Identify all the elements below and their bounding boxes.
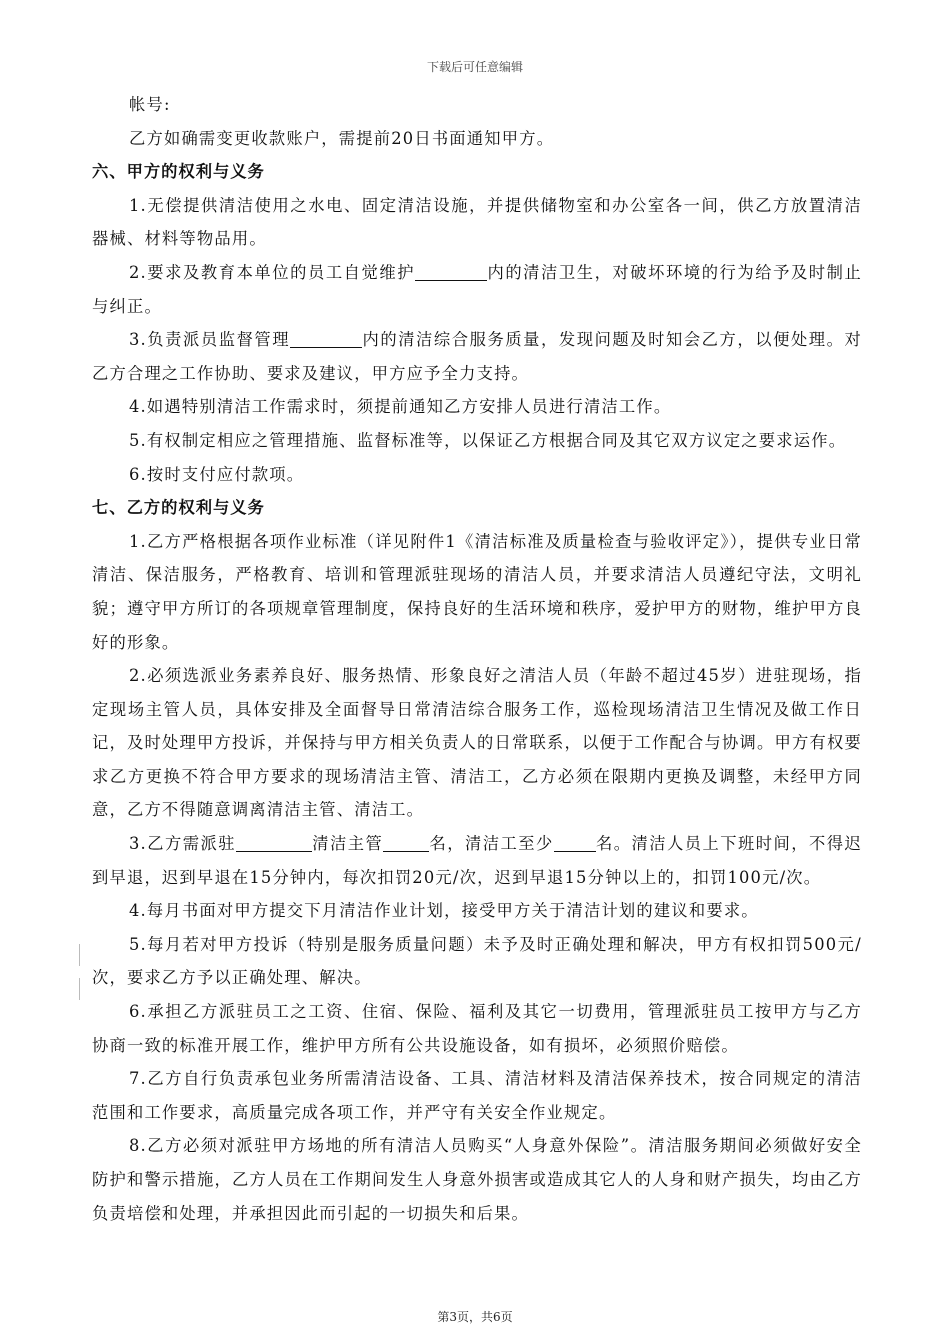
section-7-item-3 xyxy=(92,827,862,894)
fill-in-blank xyxy=(383,833,429,852)
section-7-item-4: 4.每月书面对甲方提交下月清洁作业计划，接受甲方关于清洁计划的建议和要求。 xyxy=(129,901,759,921)
fill-in-blank xyxy=(415,262,487,281)
section-6-item-2 xyxy=(92,256,862,323)
section-7-item-5: 5.每月若对甲方投诉（特别是服务质量问题）未予及时正确处理和解决，甲方有权扣罚500元/次，要求乙方予以正确处理、解决。 xyxy=(92,934,862,988)
section-6-item-3 xyxy=(92,323,862,390)
item-text: 内的清洁综合服务质量，发现问题及时知会乙方，以便处理。对乙方合理之工作协助、要求及建议，甲方应予全力支持。 xyxy=(92,330,862,383)
change-notice: 乙方如确需变更收款账户，需提前20日书面通知甲方。 xyxy=(129,128,555,148)
page-header: 下载后可任意编辑 xyxy=(426,60,523,74)
page-footer: 第3页，共6页 xyxy=(437,1310,513,1324)
item-text: 2.要求及教育本单位的员工自觉维护 xyxy=(129,262,416,282)
document-body xyxy=(92,88,862,1230)
item-text: 名。清洁人员上下班时间，不得迟到早退，迟到早退在15分钟内，每次扣罚20元/次，迟到早退15分钟以上的，扣罚100元/次。 xyxy=(92,834,862,887)
section-6-item-5: 5.有权制定相应之管理措施、监督标准等，以保证乙方根据合同及其它双方议定之要求运作。 xyxy=(129,430,847,450)
item-text: 3.负责派员监督管理 xyxy=(129,330,291,350)
fill-in-blank xyxy=(236,833,312,852)
section-7-title: 七、乙方的权利与义务 xyxy=(92,498,265,518)
item-text: 清洁主管 xyxy=(311,834,384,854)
item-text: 3.乙方需派驻 xyxy=(129,834,236,854)
section-7-item-6: 6.承担乙方派驻员工之工资、住宿、保险、福利及其它一切费用，管理派驻员工按甲方与乙方协商一致的标准开展工作，维护甲方所有公共设施设备，如有损坏，必须照价赔偿。 xyxy=(92,1002,862,1055)
section-6-item-4: 4.如遇特别清洁工作需求时，须提前通知乙方安排人员进行清洁工作。 xyxy=(129,397,672,417)
fill-in-blank xyxy=(290,329,362,348)
section-7-item-1: 1.乙方严格根据各项作业标准（详见附件1《清洁标准及质量检查与验收评定》），提供专业日常清洁、保洁服务，严格教育、培训和管理派驻现场的清洁人员，并要求清洁人员遵纪守法，文明礼貌；遵守甲方所订的各项规章管理制度，保持良好的生活环境和秩序，爱护甲方的财物，维护甲方良好的形象。 xyxy=(92,531,862,652)
section-7-item-8: 8.乙方必须对派驻甲方场地的所有清洁人员购买“人身意外保险”。清洁服务期间必须做好安全防护和警示措施，乙方人员在工作期间发生人身意外损害或造成其它人的人身和财产损失，均由乙方负责培偿和处理，并承担因此而引起的一切损失和后果。 xyxy=(92,1136,862,1223)
change-bar-mark xyxy=(79,944,80,966)
section-7-item-2: 2.必须选派业务素养良好、服务热情、形象良好之清洁人员（年龄不超过45岁）进驻现场，指定现场主管人员，具体安排及全面督导日常清洁综合服务工作，巡检现场清洁卫生情况及做工作日记，及时处理甲方投诉，并保持与甲方相关负责人的日常联系，以便于工作配合与协调。甲方有权要求乙方更换不符合甲方要求的现场清洁主管、清洁工，乙方必须在限期内更换及调整，未经甲方同意，乙方不得随意调离清洁主管、清洁工。 xyxy=(92,666,862,820)
fill-in-blank xyxy=(554,833,596,852)
section-6-item-6: 6.按时支付应付款项。 xyxy=(129,464,305,484)
account-line: 帐号: xyxy=(129,95,171,114)
section-6-title: 六、甲方的权利与义务 xyxy=(92,162,265,182)
change-bar-mark xyxy=(79,978,80,1000)
item-text: 名，清洁工至少 xyxy=(429,834,554,854)
item-text: 内的清洁卫生，对破坏环境的行为给予及时制止与纠正。 xyxy=(92,262,862,316)
section-6-item-1: 1.无偿提供清洁使用之水电、固定清洁设施，并提供储物室和办公室各一间，供乙方放置清洁器械、材料等物品用。 xyxy=(92,195,862,249)
section-7-item-7: 7.乙方自行负责承包业务所需清洁设备、工具、清洁材料及清洁保养技术，按合同规定的清洁范围和工作要求，高质量完成各项工作，并严守有关安全作业规定。 xyxy=(92,1069,862,1122)
